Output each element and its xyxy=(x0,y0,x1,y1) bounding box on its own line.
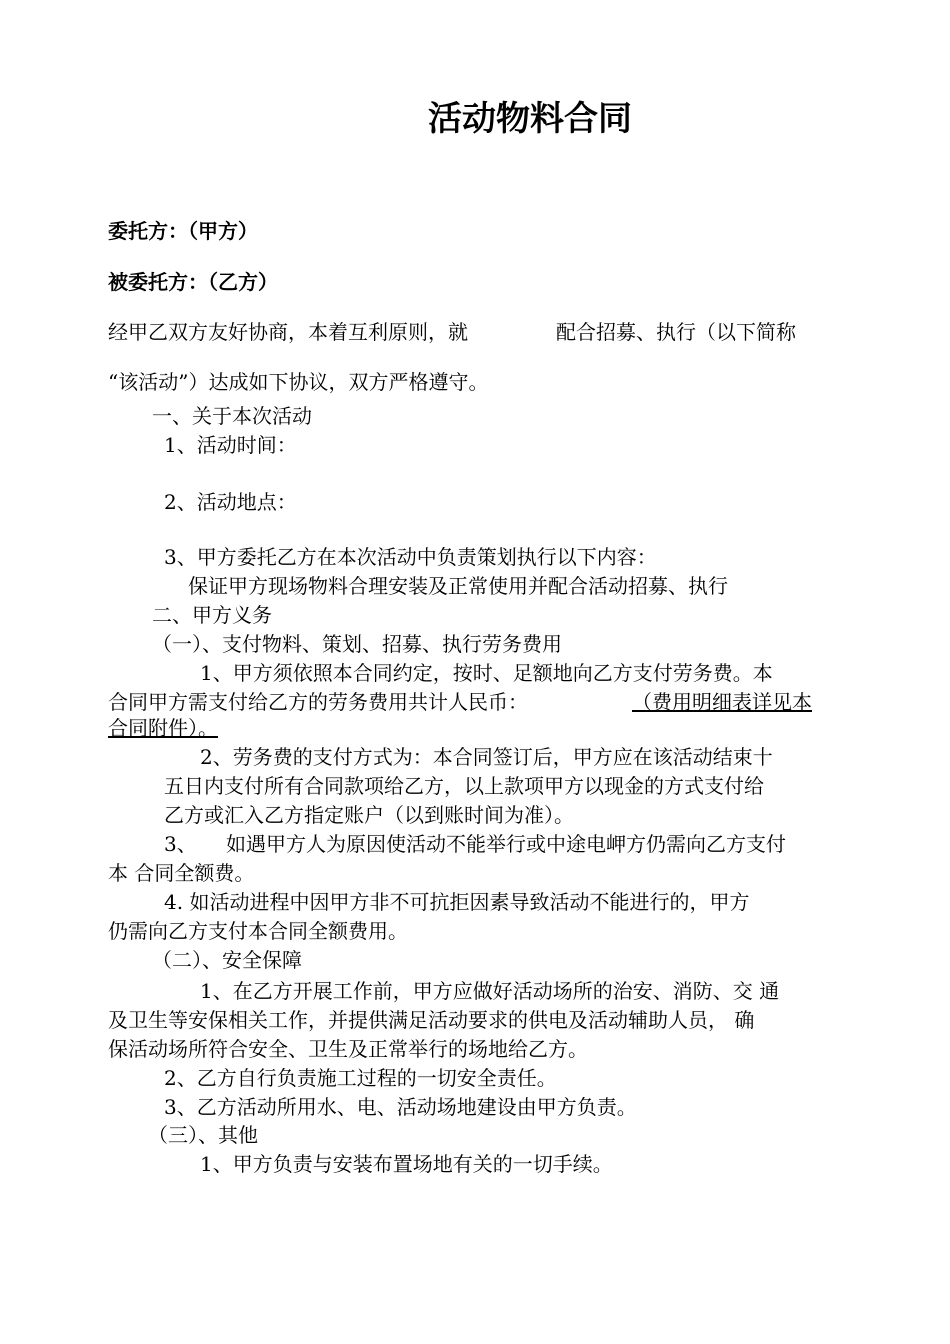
clause-text: 1、甲方须依照本合同约定，按时、足额地向乙方支付劳务费。本 xyxy=(200,661,773,685)
clause-text: 五日内支付所有合同款项给乙方，以上款项甲方以现金的方式支付给 xyxy=(164,774,764,798)
clause-text: 保活动场所符合安全、卫生及正常举行的场地给乙方。 xyxy=(108,1037,588,1061)
intro-text: “该活动”）达成如下协议，双方严格遵守。 xyxy=(108,370,489,394)
clause-text: 1、甲方负责与安装布置场地有关的一切手续。 xyxy=(200,1152,613,1176)
clause-text: 合同附件）。 xyxy=(108,716,218,740)
clause-text: 乙方或汇入乙方指定账户（以到账时间为准）。 xyxy=(164,803,574,827)
subsection-heading: （二）、安全保障 xyxy=(152,948,302,972)
clause-text: 1、在乙方开展工作前，甲方应做好活动场所的治安、消防、交 通 xyxy=(200,979,780,1003)
clause-text: 合同甲方需支付给乙方的劳务费用共计人民币： xyxy=(108,690,528,714)
clause-text: 本 合同全额费。 xyxy=(108,861,255,885)
subsection-heading: （三）、其他 xyxy=(148,1123,258,1147)
subsection-heading: （一）、支付物料、策划、招募、执行劳务费用 xyxy=(152,632,562,656)
party-b-label: 被委托方：（乙方） xyxy=(108,270,278,294)
section-heading: 一、关于本次活动 xyxy=(152,404,312,428)
intro-text: 经甲乙双方友好协商，本着互利原则，就 xyxy=(108,320,468,344)
clause-text: 2、活动地点： xyxy=(164,490,297,514)
clause-text: 4. 如活动进程中因甲方非不可抗拒因素导致活动不能进行的，甲方 xyxy=(164,890,750,914)
clause-text: 及卫生等安保相关工作，并提供满足活动要求的供电及活动辅助人员， 确 xyxy=(108,1008,755,1032)
section-heading: 二、甲方义务 xyxy=(152,603,272,627)
intro-text: 配合招募、执行（以下简称 xyxy=(556,320,796,344)
clause-text: 仍需向乙方支付本合同全额费用。 xyxy=(108,919,408,943)
clause-text: （费用明细表详见本 xyxy=(632,690,812,714)
page-title: 活动物料合同 xyxy=(428,99,632,139)
clause-text: 2、劳务费的支付方式为：本合同签订后，甲方应在该活动结束十 xyxy=(200,745,773,769)
clause-text: 2、乙方自行负责施工过程的一切安全责任。 xyxy=(164,1066,557,1090)
clause-number: 3、 xyxy=(164,832,197,856)
party-a-label: 委托方：（甲方） xyxy=(108,219,258,243)
clause-text: 保证甲方现场物料合理安装及正常使用并配合活动招募、执行 xyxy=(188,574,728,598)
clause-text: 3、乙方活动所用水、电、活动场地建设由甲方负责。 xyxy=(164,1095,637,1119)
clause-text: 如遇甲方人为原因使活动不能举行或中途电岬方仍需向乙方支付 xyxy=(226,832,786,856)
clause-text: 3、甲方委托乙方在本次活动中负责策划执行以下内容： xyxy=(164,545,657,569)
clause-text: 1、活动时间： xyxy=(164,433,297,457)
